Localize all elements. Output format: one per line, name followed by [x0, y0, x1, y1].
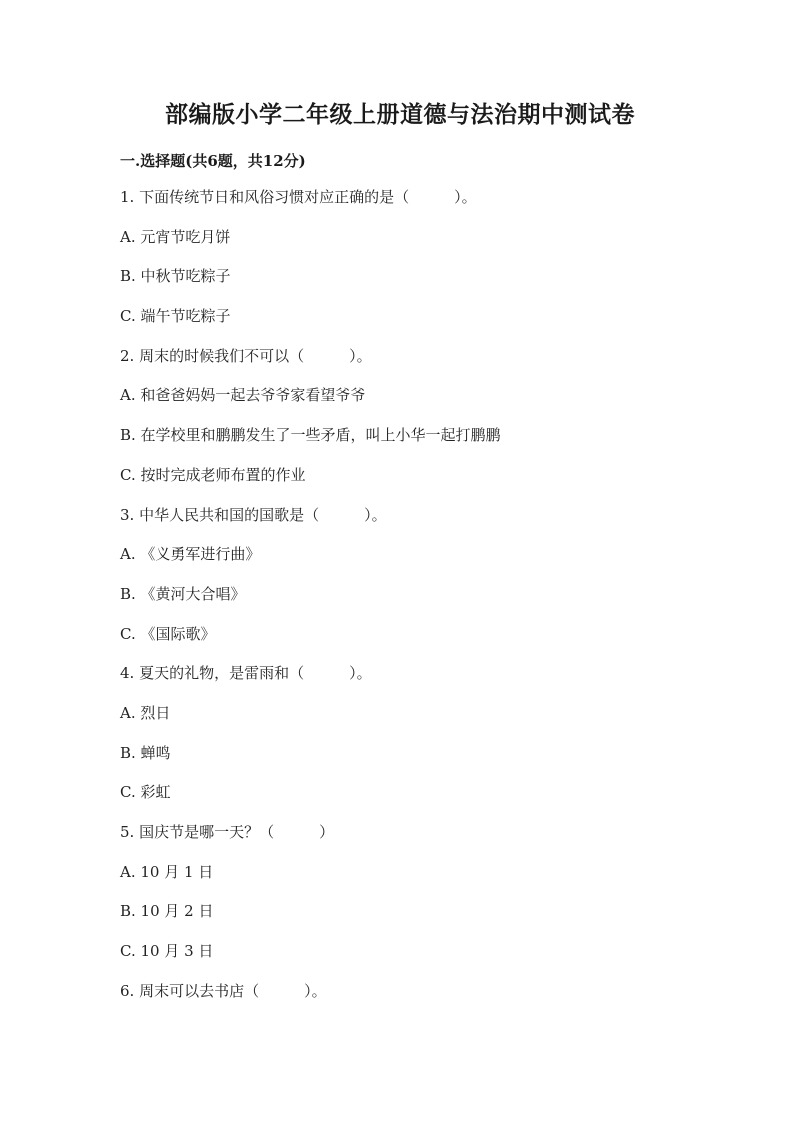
question-2-stem: 2. 周末的时候我们不可以（ ）。	[120, 346, 372, 365]
question-4-option-a: A. 烈日	[120, 703, 171, 722]
question-list	[120, 182, 720, 1015]
question-5-stem: 5. 国庆节是哪一天？（ ）	[120, 823, 335, 841]
section-heading: 一.选择题(共6题，共12分)	[120, 152, 306, 170]
question-3-option-b: B. 《黄河大合唱》	[120, 584, 246, 603]
question-5-option-a: A. 10 月 1 日	[120, 862, 214, 881]
question-1-option-b: B. 中秋节吃粽子	[120, 267, 231, 286]
question-5-option-c: C. 10 月 3 日	[120, 942, 214, 961]
question-2-option-c: C. 按时完成老师布置的作业	[120, 465, 306, 484]
question-3-option-c: C. 《国际歌》	[120, 624, 216, 643]
question-3-option-a: A. 《义勇军进行曲》	[120, 545, 261, 564]
question-2-option-a: A. 和爸爸妈妈一起去爷爷家看望爷爷	[120, 386, 366, 405]
question-4-stem: 4. 夏天的礼物，是雷雨和（ ）。	[120, 664, 372, 683]
question-1-option-a: A. 元宵节吃月饼	[120, 227, 231, 246]
question-4-option-b: B. 蝉鸣	[120, 743, 171, 762]
question-5-option-b: B. 10 月 2 日	[120, 902, 214, 921]
page-title: 部编版小学二年级上册道德与法治期中测试卷	[165, 101, 635, 128]
question-4-option-c: C. 彩虹	[120, 783, 171, 802]
question-1-option-c: C. 端午节吃粽子	[120, 307, 231, 326]
question-6-stem: 6. 周末可以去书店（ ）。	[120, 981, 327, 1000]
question-2-option-b: B. 在学校里和鹏鹏发生了一些矛盾，叫上小华一起打鹏鹏	[120, 426, 501, 445]
question-1-stem: 1. 下面传统节日和风俗习惯对应正确的是（ ）。	[120, 188, 477, 206]
question-3-stem: 3. 中华人民共和国的国歌是（ ）。	[120, 505, 387, 524]
